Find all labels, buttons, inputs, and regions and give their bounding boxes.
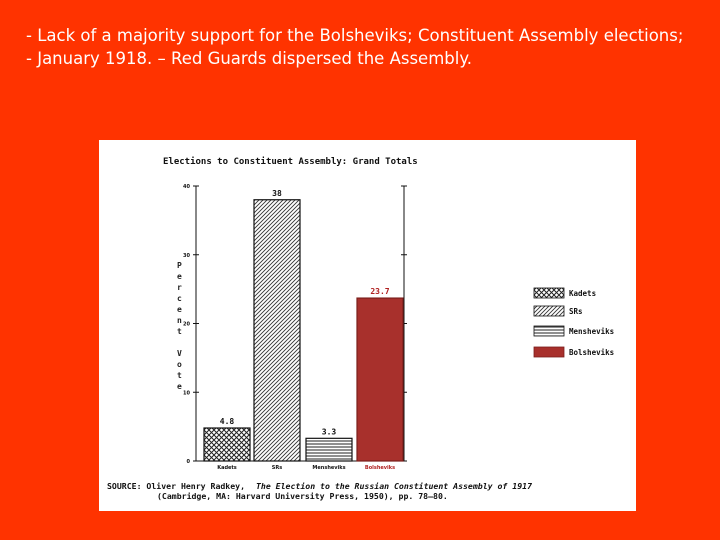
legend-label-bolsheviks: Bolsheviks [569,348,615,357]
bullet-line-1: - Lack of a majority support for the Bolsheviks; Constituent Assembly elections; [26,26,684,45]
value-label-srs: 38 [272,188,282,198]
legend-label-mensheviks: Mensheviks [569,327,615,336]
bars [204,189,403,471]
y-tick-label: 10 [183,390,190,397]
source-prefix: SOURCE: Oliver Henry Radkey, [107,481,246,491]
legend-swatch-kadets [534,288,564,298]
legend-label-srs: SRs [569,307,583,316]
category-label-bolsheviks: Bolsheviks [364,465,396,471]
slide-text [26,24,706,70]
y-tick-label: 30 [183,252,190,259]
legend-swatch-mensheviks [534,326,564,336]
category-label-mensheviks: Mensheviks [312,465,346,471]
y-axis-label: P e r c e n t V o t e [177,261,182,391]
chart-title: Elections to Constituent Assembly: Grand Totals [163,157,418,167]
category-label-kadets: Kadets [217,465,237,471]
value-label-bolsheviks: 23.7 [370,287,390,297]
chart-image [99,140,636,511]
source-line-2: (Cambridge, MA: Harvard University Press, 1950), pp. 78–80. [157,491,448,501]
legend-swatch-bolsheviks [534,347,564,357]
value-label-kadets: 4.8 [219,417,235,426]
y-tick-label: 0 [186,459,190,465]
legend-swatch-srs [534,306,564,316]
bullet-line-2: - January 1918. – Red Guards dispersed the Assembly. [26,49,472,68]
legend-label-kadets: Kadets [569,289,597,298]
source-line-1 [107,481,532,491]
bar-bolsheviks [357,298,403,461]
election-chart [99,140,636,511]
source-book-title: The Election to the Russian Constituent Assembly of 1917 [255,481,533,491]
value-label-mensheviks: 3.3 [321,427,337,437]
legend [534,288,614,357]
bar-mensheviks [306,438,352,461]
category-label-srs: SRs [271,465,283,471]
y-tick-label: 20 [183,321,190,328]
bar-srs [254,200,300,461]
y-tick-label: 40 [183,184,190,190]
bar-kadets [204,428,250,461]
